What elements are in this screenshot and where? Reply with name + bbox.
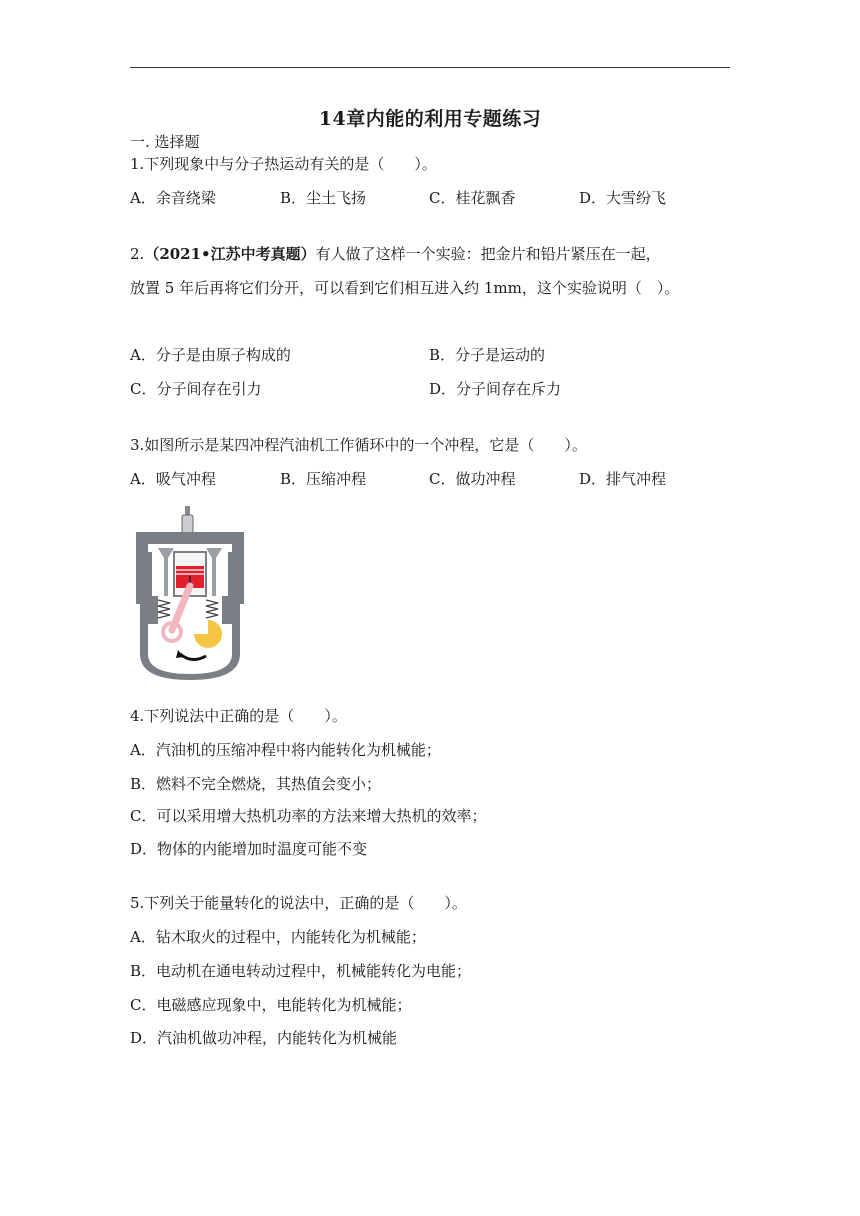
q2-option-c: C．分子间存在引力 [130, 380, 262, 398]
q3-option-b: B．压缩冲程 [280, 470, 367, 488]
question-5-stem: 5.下列关于能量转化的说法中，正确的是（ ）。 [130, 894, 467, 912]
question-4-stem: 4.下列说法中正确的是（ ）。 [130, 707, 347, 725]
q1-option-d: D．大雪纷飞 [579, 189, 667, 207]
q4-option-c: C．可以采用增大热机功率的方法来增大热机的效率； [130, 807, 487, 825]
q4-option-a: A．汽油机的压缩冲程中将内能转化为机械能； [130, 741, 441, 759]
q1-option-b: B．尘土飞扬 [280, 189, 367, 207]
q4-option-d: D．物体的内能增加时温度可能不变 [130, 840, 368, 858]
question-2-line-2: 放置 5 年后再将它们分开，可以看到它们相互进入约 1mm，这个实验说明（ ）。 [130, 279, 680, 297]
q2-option-a: A．分子是由原子构成的 [130, 346, 291, 364]
q5-option-d: D．汽油机做功冲程，内能转化为机械能 [130, 1029, 398, 1047]
document-title: 14章内能的利用专题练习 [318, 108, 542, 130]
q5-option-b: B．电动机在通电转动过程中，机械能转化为电能； [130, 962, 472, 980]
q5-option-a: A．钻木取火的过程中，内能转化为机械能； [130, 928, 426, 946]
engine-cylinder-figure [128, 504, 252, 680]
question-2-line-1 [130, 244, 661, 264]
q2-option-d: D．分子间存在斥力 [429, 380, 562, 398]
exhaust-spring [206, 600, 218, 618]
q2-source: （2021•江苏中考真题） [144, 245, 316, 263]
q2-stem-a: 有人做了这样一个实验：把金片和铅片紧压在一起， [315, 245, 661, 263]
intake-valve [158, 548, 174, 558]
q5-option-c: C．电磁感应现象中，电能转化为机械能； [130, 996, 412, 1014]
cylinder-head [136, 532, 244, 552]
q3-option-c: C．做功冲程 [429, 470, 516, 488]
q4-option-b: B．燃料不完全燃烧，其热值会变小； [130, 775, 382, 793]
intake-valve-stem [164, 558, 168, 596]
q1-option-c: C．桂花飘香 [429, 189, 516, 207]
question-1-stem: 1.下列现象中与分子热运动有关的是（ ）。 [130, 155, 437, 173]
q2-option-b: B．分子是运动的 [429, 346, 546, 364]
rotation-arrow-icon [180, 654, 206, 660]
header-rule [130, 67, 730, 68]
question-3-stem: 3.如图所示是某四冲程汽油机工作循环中的一个冲程，它是（ ）。 [130, 436, 587, 454]
intake-spring [158, 600, 170, 618]
q3-option-a: A．吸气冲程 [130, 470, 216, 488]
spark-plug-body [182, 515, 193, 533]
section-heading: 一. 选择题 [130, 133, 200, 151]
q2-number: 2. [130, 245, 145, 263]
q1-option-a: A．余音绕梁 [130, 189, 216, 207]
exhaust-valve [206, 548, 222, 558]
q3-option-d: D．排气冲程 [579, 470, 667, 488]
exhaust-valve-stem [212, 558, 216, 596]
